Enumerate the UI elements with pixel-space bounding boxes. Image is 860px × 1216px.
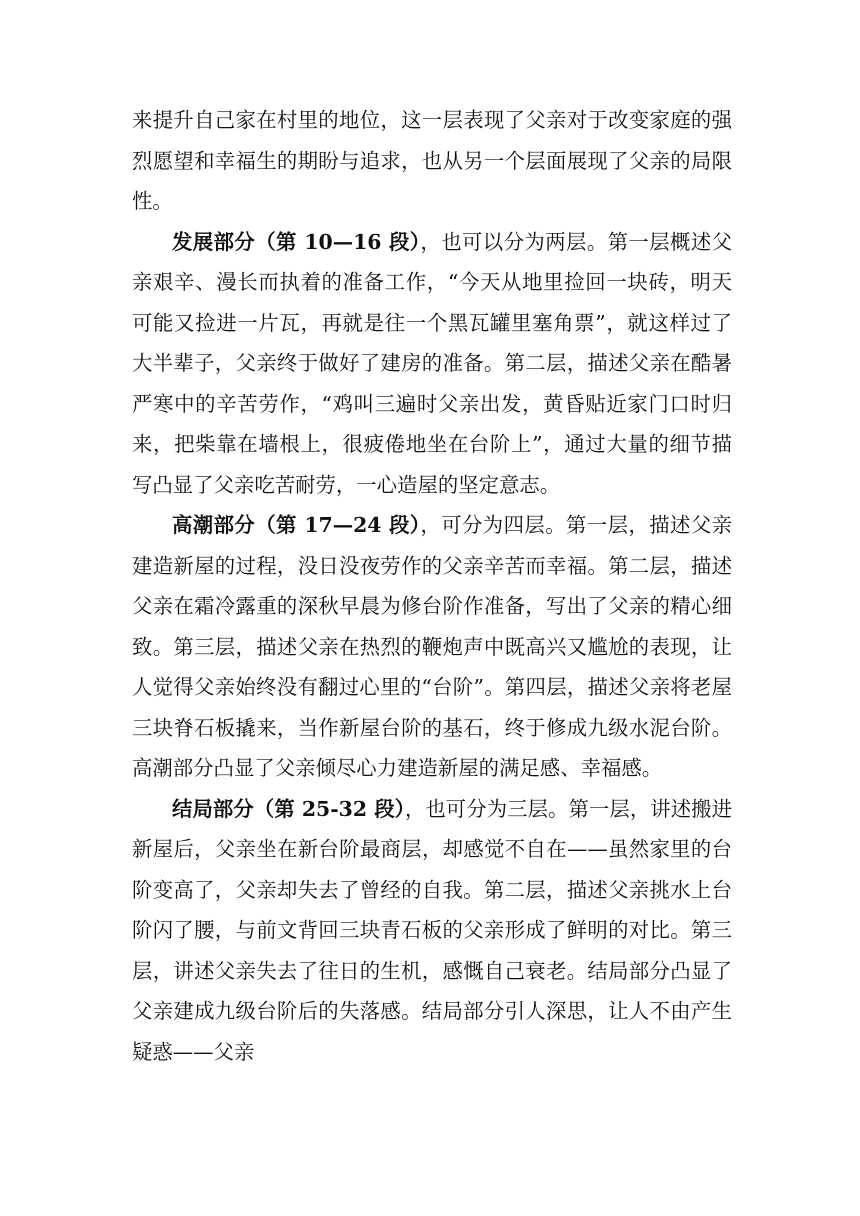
- paragraph-ending: [132, 789, 732, 1073]
- paragraph-text: 来提升自己家在村里的地位，这一层表现了父亲对于改变家庭的强烈愿望和幸福生的期盼与追求，也从另一个层面展现了父亲的局限性。: [132, 108, 732, 213]
- section-heading-climax: 高潮部分（第 17—24 段）: [172, 513, 421, 537]
- paragraph-development: [132, 222, 732, 506]
- paragraph-text: ，也可以分为两层。第一层概述父亲艰辛、漫长而执着的准备工作，“今天从地里捡回一块砖，明天可能又捡进一片瓦，再就是往一个黑瓦罐里塞角票”，就这样过了大半辈子，父亲终于做好了建房的准备。第二层，描述父亲在酷暑严寒中的辛苦劳作，“鸡叫三遍时父亲出发，黄昏贴近家门口时归来，把柴靠在墙根上，很疲倦地坐在台阶上”，通过大量的细节描写凸显了父亲吃苦耐劳，一心造屋的坚定意志。: [132, 229, 733, 497]
- paragraph-continuation: [132, 100, 732, 222]
- paragraph-text: ，可分为四层。第一层，描述父亲建造新屋的过程，没日没夜劳作的父亲辛苦而幸福。第二层，描述父亲在霜冷露重的深秋早晨为修台阶作准备，写出了父亲的精心细致。第三层，描述父亲在热烈的鞭炮声中既高兴又尴尬的表现，让人觉得父亲始终没有翻过心里的“台阶”。第四层，描述父亲将老屋三块脊石板撬来，当作新屋台阶的基石，终于修成九级水泥台阶。高潮部分凸显了父亲倾尽心力建造新屋的满足感、幸福感。: [132, 513, 733, 780]
- paragraph-climax: [132, 505, 732, 789]
- section-heading-development: 发展部分（第 10—16 段）: [172, 229, 421, 254]
- document-page: [132, 100, 732, 1072]
- section-heading-ending: 结局部分（第 25-32 段）: [172, 796, 405, 821]
- paragraph-text: ，也可分为三层。第一层，讲述搬进新屋后，父亲坐在新台阶最商层，却感觉不自在——虽然家里的台阶变高了，父亲却失去了曾经的自我。第二层，描述父亲挑水上台阶闪了腰，与前文背回三块青石板的父亲形成了鲜明的对比。第三层，讲述父亲失去了往日的生机，感慨自己衰老。结局部分凸显了父亲建成九级台阶后的失落感。结局部分引人深思，让人不由产生疑惑——父亲: [132, 796, 732, 1064]
